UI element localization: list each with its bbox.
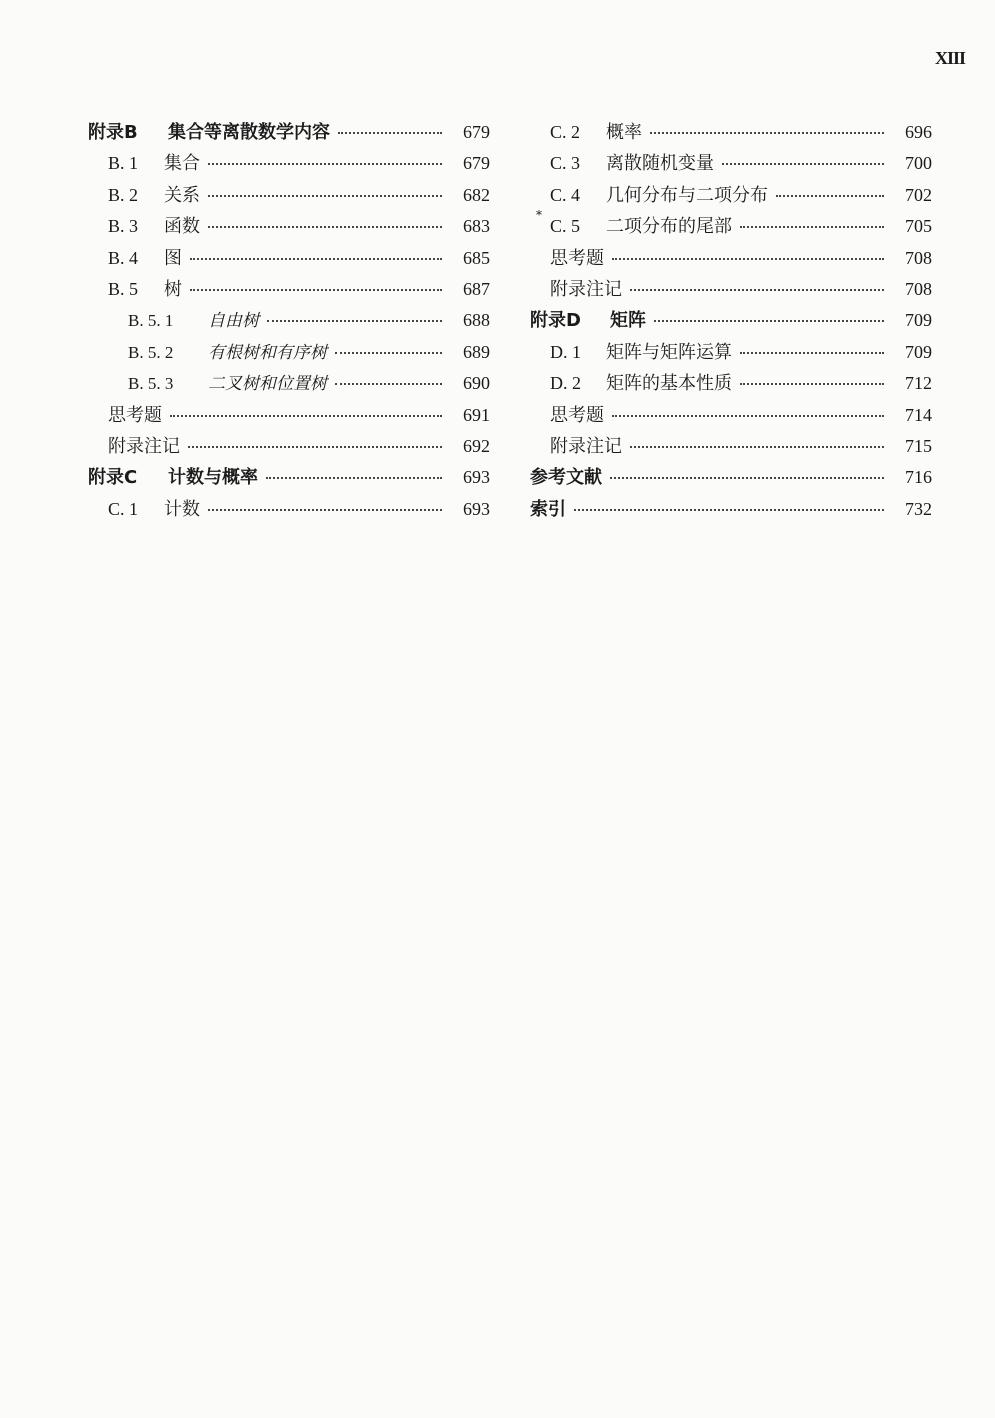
toc-entry-page: 693 (463, 498, 490, 519)
toc-entry[interactable] (88, 306, 490, 337)
toc-entry-number: C. 4 (550, 184, 581, 205)
toc-entry-title: 图 (164, 247, 182, 269)
toc-entry-number: B. 5 (108, 278, 139, 299)
toc-entry-title: 参考文献 (530, 467, 602, 489)
toc-entry-page: 700 (905, 153, 932, 174)
dot-leader (610, 477, 884, 479)
dot-leader (208, 226, 442, 228)
toc-entry-page: 732 (905, 498, 932, 519)
toc-entry[interactable] (530, 118, 932, 149)
dot-leader (612, 415, 884, 417)
toc-entry-title: 计数 (164, 498, 200, 520)
toc-entry-page: 679 (463, 122, 490, 142)
dot-leader (335, 383, 442, 385)
toc-entry[interactable] (88, 432, 490, 463)
dot-leader (740, 226, 884, 228)
toc-entry-title: 自由树 (208, 311, 259, 332)
page-number: XIII (935, 48, 966, 68)
toc-entry-number: D. 2 (550, 373, 581, 394)
toc-entry[interactable] (530, 149, 932, 180)
dot-leader (208, 509, 442, 511)
toc-entry[interactable] (88, 401, 490, 432)
toc-entry-page: 690 (463, 373, 490, 394)
toc-entry[interactable] (530, 369, 932, 400)
toc-entry-title: 二项分布的尾部 (606, 216, 732, 238)
toc-entry-page: 691 (463, 404, 490, 425)
toc-entry-title: 树 (164, 278, 182, 300)
toc-entry-title: 离散随机变量 (606, 153, 714, 175)
toc-entry[interactable] (530, 401, 932, 432)
toc-entry[interactable] (88, 118, 490, 149)
toc-entry[interactable] (88, 463, 490, 494)
toc-entry-page: 716 (905, 467, 932, 488)
dot-leader (650, 132, 884, 134)
dot-leader (654, 320, 884, 322)
dot-leader (612, 258, 884, 260)
toc-entry-page: 685 (463, 247, 490, 268)
toc-column-left (88, 118, 490, 526)
dot-leader (630, 289, 884, 291)
toc-entry[interactable] (88, 181, 490, 212)
toc-entry[interactable] (530, 244, 932, 275)
toc-entry-number: 附录C (88, 467, 138, 489)
toc-entry[interactable] (530, 432, 932, 463)
dot-leader (208, 163, 442, 165)
toc-entry[interactable] (88, 275, 490, 306)
toc-entry-page: 689 (463, 341, 490, 362)
toc-entry-title: 有根树和有序树 (208, 342, 327, 363)
dot-leader (190, 258, 442, 260)
toc-entry-number: C. 3 (550, 153, 581, 174)
toc-entry-title: 集合 (164, 153, 200, 175)
toc-entry-page: 679 (463, 153, 490, 174)
toc-entry-number: B. 5. 2 (128, 342, 174, 362)
dot-leader (776, 195, 884, 197)
dot-leader (335, 352, 442, 354)
dot-leader (630, 446, 884, 448)
toc-entry-page: 708 (905, 278, 932, 299)
toc-entry-number: 附录B (88, 122, 138, 143)
toc-entry-title: 关系 (164, 184, 200, 206)
toc-entry-page: 714 (905, 404, 932, 425)
toc-entry-number: C. 1 (108, 498, 139, 519)
toc-entry-page: 702 (905, 184, 932, 205)
toc-entry[interactable] (530, 181, 932, 212)
toc-entry-page: 709 (905, 310, 932, 331)
toc-entry[interactable] (530, 208, 932, 243)
toc-entry-number: C. 2 (550, 122, 581, 142)
toc-entry-page: 693 (463, 467, 490, 488)
toc-entry[interactable] (530, 275, 932, 306)
toc-entry-number: C. 5 (550, 216, 581, 237)
toc-entry-title: 思考题 (550, 404, 604, 426)
toc-entry-number: D. 1 (550, 341, 581, 362)
toc-entry-title: 索引 (530, 498, 566, 520)
toc-entry-number: B. 1 (108, 153, 139, 174)
dot-leader (208, 195, 442, 197)
dot-leader (338, 132, 442, 134)
toc-entry[interactable] (530, 306, 932, 337)
toc-entry[interactable] (88, 244, 490, 275)
toc-entry-number: 附录D (530, 310, 581, 332)
toc-entry-number: B. 5. 3 (128, 374, 174, 394)
toc-entry-title: 函数 (164, 216, 200, 238)
toc-entry-title: 思考题 (108, 404, 162, 426)
toc-entry-number: B. 4 (108, 247, 139, 268)
optional-marker: * (536, 208, 542, 223)
toc-entry-title: 集合等离散数学内容 (168, 122, 330, 143)
dot-leader (188, 446, 442, 448)
toc-entry-title: 矩阵的基本性质 (606, 373, 732, 395)
toc-entry[interactable] (530, 495, 932, 526)
toc-entry[interactable] (88, 149, 490, 180)
toc-entry-title: 附录注记 (550, 278, 622, 300)
toc-entry-title: 思考题 (550, 247, 604, 269)
toc-entry-page: 715 (905, 435, 932, 456)
toc-entry[interactable] (88, 369, 490, 400)
toc-entry-page: 683 (463, 216, 490, 237)
toc-entry-number: B. 2 (108, 184, 139, 205)
toc-entry-page: 708 (905, 247, 932, 268)
toc-entry-title: 计数与概率 (168, 467, 258, 489)
dot-leader (170, 415, 442, 417)
toc-entry[interactable] (530, 463, 932, 494)
toc-entry[interactable] (88, 212, 490, 243)
toc-entry-title: 矩阵与矩阵运算 (606, 341, 732, 363)
dot-leader (740, 352, 884, 354)
toc-entry-page: 688 (463, 310, 490, 331)
dot-leader (266, 477, 442, 479)
toc-entry-page: 705 (905, 216, 932, 237)
toc-entry-page: 696 (905, 122, 932, 142)
toc-entry-title: 二叉树和位置树 (208, 374, 327, 395)
dot-leader (740, 383, 884, 385)
toc-column-right (530, 118, 932, 526)
dot-leader (190, 289, 442, 291)
toc-entry-page: 692 (463, 435, 490, 456)
dot-leader (267, 320, 442, 322)
toc-entry[interactable] (88, 495, 490, 526)
toc-entry-page: 712 (905, 373, 932, 394)
toc-entry-page: 687 (463, 278, 490, 299)
toc-entry[interactable] (88, 338, 490, 369)
toc-entry-number: B. 3 (108, 216, 139, 237)
dot-leader (574, 509, 884, 511)
toc-entry-number: B. 5. 1 (128, 311, 174, 331)
toc-entry-title: 概率 (606, 122, 642, 143)
toc-entry-title: 矩阵 (610, 310, 646, 332)
toc-entry-title: 附录注记 (108, 435, 180, 457)
toc-entry[interactable] (530, 338, 932, 369)
toc-entry-title: 几何分布与二项分布 (606, 184, 768, 206)
toc-entry-title: 附录注记 (550, 435, 622, 457)
toc-entry-page: 682 (463, 184, 490, 205)
toc-entry-page: 709 (905, 341, 932, 362)
dot-leader (722, 163, 884, 165)
